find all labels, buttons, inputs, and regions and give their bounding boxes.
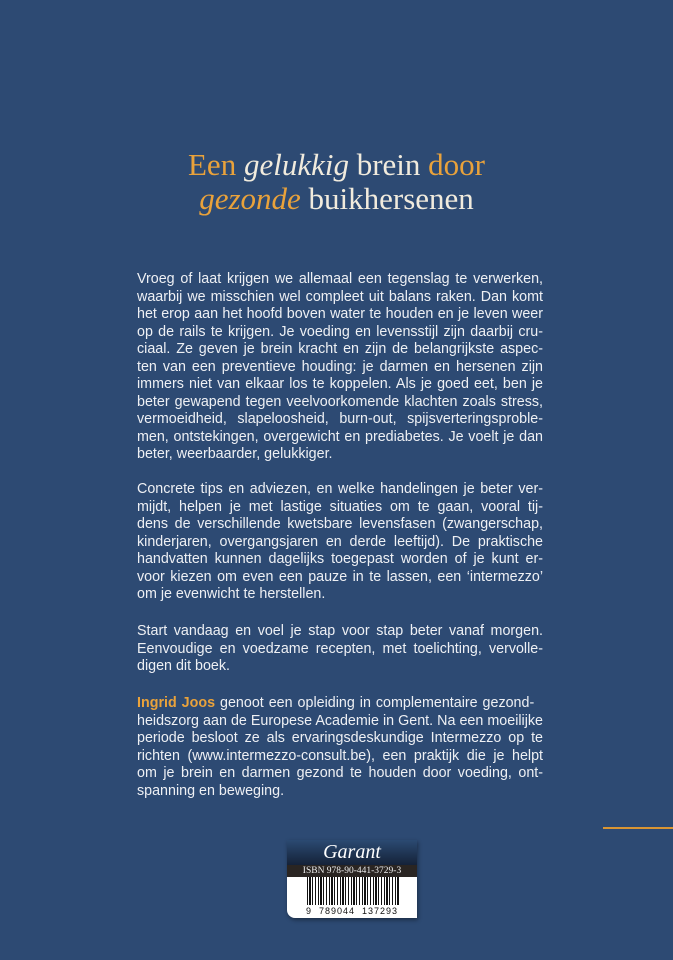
text-line: dens de verschillende kwetsbare levensfasen (zwangerschap, (137, 516, 543, 532)
text-line: immers niet van elkaar los te koppelen. Als je goed eet, ben je (137, 376, 543, 392)
accent-rule (603, 827, 673, 829)
text-line: beter gewapend tegen veelvoorkomende klachten zoals stress, (137, 393, 543, 410)
text-line: op de rails te krijgen. Je voeding en levensstijl zijn daarbij cru- (137, 323, 543, 340)
title-word: door (428, 147, 485, 182)
title-word: buikhersenen (300, 181, 474, 216)
paragraph-1 (137, 271, 543, 464)
text-line: periode besloot ze als ervaringsdeskundige Intermezzo op te (137, 730, 543, 746)
barcode-area (287, 877, 417, 918)
text-line: kinderjaren, overgangsjaren en derde leeftijd). De praktische (137, 533, 543, 550)
title-line-2 (0, 182, 673, 216)
title-word: brein (348, 147, 429, 182)
text-line: heidszorg aan de Europese Academie in Gent. Na een moeilijke (137, 712, 543, 729)
text-line: om je evenwicht te herstellen. (137, 586, 326, 602)
text-line: handvatten kunnen dagelijks toegepast worden of je kunt er- (137, 551, 543, 567)
barcode-bars (307, 877, 399, 905)
text-line: spanning en beweging. (137, 782, 285, 799)
text-line: ciaal. Ze geven je brein kracht en zijn de belangrijkste aspec- (137, 341, 543, 357)
title-word: Een (188, 147, 244, 182)
text-line: Vroeg of laat krijgen we allemaal een tegenslag te verwerken, (137, 271, 543, 287)
title-word: gezonde (199, 181, 301, 216)
author-name: Ingrid Joos (137, 695, 216, 711)
paragraph-2 (137, 481, 543, 604)
author-bio (137, 695, 543, 800)
text-line: beter, weerbaarder, gelukkiger. (137, 446, 333, 462)
text-line (137, 695, 543, 713)
text-line: mijdt, helpen je met lastige situaties om te gaan, vooral tij- (137, 498, 543, 515)
publisher-logo: Garant (287, 840, 417, 865)
text-line: ten van een preventieve houding: je darmen en hersenen zijn (137, 358, 543, 375)
text-line: het erop aan het hoofd boven water te houden en je leven weer (137, 306, 543, 322)
text-line: Eenvoudige en voedzame recepten, met toelichting, vervolle- (137, 640, 543, 657)
text-line: men, ontstekingen, overgewicht en prediabetes. Je voelt je dan (137, 428, 543, 445)
text: genoot een opleiding in complementaire gezond- (215, 695, 535, 711)
text-line: digen dit boek. (137, 658, 230, 674)
text-line: richten (www.intermezzo-consult.be), een praktijk die je helpt (137, 747, 543, 764)
isbn: ISBN 978-90-441-3729-3 (287, 865, 417, 877)
title-line-1 (0, 148, 673, 182)
text-line: Concrete tips en adviezen, en welke handelingen je beter ver- (137, 481, 543, 497)
barcode-digits: 9 789044 137293 (305, 906, 399, 916)
text-line: vermoeidheid, slapeloosheid, burn-out, spijsverteringsproble- (137, 411, 543, 427)
text-line: Start vandaag en voel je stap voor stap beter vanaf morgen. (137, 623, 543, 639)
text-line: voor kiezen om even een pauze in te lassen, een ‘intermezzo’ (137, 568, 543, 585)
barcode-label (287, 840, 417, 918)
title-word: gelukkig (243, 147, 349, 182)
paragraph-3 (137, 623, 543, 676)
text-line: om je brein en darmen gezond te houden door voeding, ont- (137, 765, 543, 781)
text-line: waarbij we misschien wel compleet uit balans raken. Dan komt (137, 288, 543, 305)
